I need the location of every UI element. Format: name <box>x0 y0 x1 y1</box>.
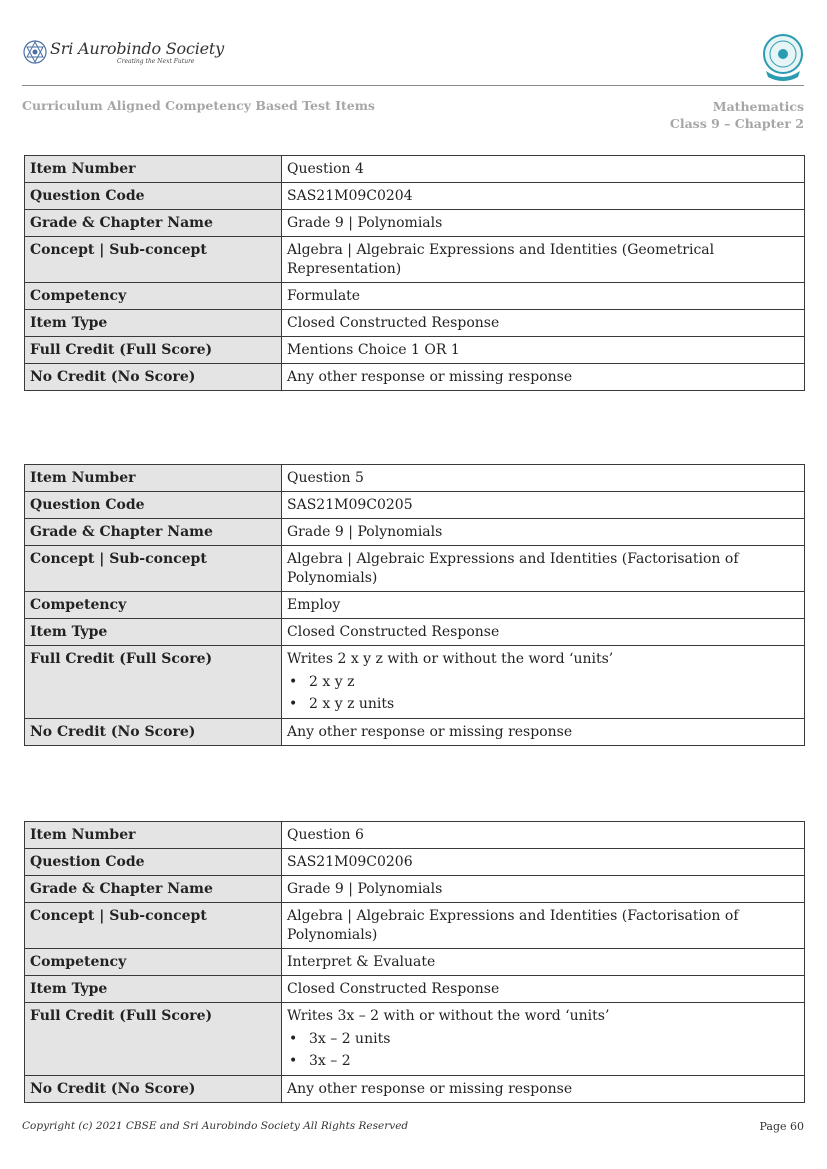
table-row <box>25 1076 805 1103</box>
table-row <box>25 283 805 310</box>
row-value: Question 6 <box>282 822 805 849</box>
accepted-answers-list <box>287 1028 800 1072</box>
row-value: SAS21M09C0205 <box>282 492 805 519</box>
row-label: Concept | Sub-concept <box>25 546 282 592</box>
table-row <box>25 876 805 903</box>
table-row <box>25 976 805 1003</box>
table-row <box>25 849 805 876</box>
table-row <box>25 949 805 976</box>
row-label: Question Code <box>25 849 282 876</box>
copyright-notice: Copyright (c) 2021 CBSE and Sri Aurobindo Society All Rights Reserved <box>22 1120 409 1132</box>
row-label: Concept | Sub-concept <box>25 237 282 283</box>
table-row <box>25 237 805 283</box>
table-row <box>25 364 805 391</box>
row-value: Any other response or missing response <box>282 364 805 391</box>
full-credit-cell <box>282 1003 805 1076</box>
row-value: Question 4 <box>282 156 805 183</box>
list-item: • 3x – 2 <box>287 1050 800 1072</box>
subject-label: Mathematics <box>712 99 804 114</box>
row-label: Full Credit (Full Score) <box>25 646 282 719</box>
row-value: Grade 9 | Polynomials <box>282 876 805 903</box>
row-label: Competency <box>25 283 282 310</box>
item-table-question-5 <box>24 464 805 746</box>
row-label: Item Number <box>25 156 282 183</box>
row-value: Any other response or missing response <box>282 719 805 746</box>
row-value: SAS21M09C0206 <box>282 849 805 876</box>
row-label: Competency <box>25 949 282 976</box>
table-row <box>25 183 805 210</box>
row-label: Grade & Chapter Name <box>25 876 282 903</box>
table-row <box>25 156 805 183</box>
row-value: Interpret & Evaluate <box>282 949 805 976</box>
row-value: Employ <box>282 592 805 619</box>
table-row <box>25 903 805 949</box>
full-credit-cell <box>282 646 805 719</box>
row-value: Grade 9 | Polynomials <box>282 210 805 237</box>
class-chapter-label: Class 9 – Chapter 2 <box>669 116 804 131</box>
row-value: Grade 9 | Polynomials <box>282 519 805 546</box>
table-row <box>25 310 805 337</box>
row-label: No Credit (No Score) <box>25 364 282 391</box>
list-item: • 3x – 2 units <box>287 1028 800 1050</box>
row-value: Mentions Choice 1 OR 1 <box>282 337 805 364</box>
row-label: Grade & Chapter Name <box>25 519 282 546</box>
row-value: Closed Constructed Response <box>282 310 805 337</box>
list-item: • 2 x y z units <box>287 693 800 715</box>
table-row <box>25 337 805 364</box>
table-row <box>25 592 805 619</box>
document-title: Curriculum Aligned Competency Based Test Items <box>22 98 375 113</box>
table-row <box>25 822 805 849</box>
page-number: Page 60 <box>759 1120 804 1133</box>
table-row <box>25 519 805 546</box>
row-label: Full Credit (Full Score) <box>25 1003 282 1076</box>
subject-class-heading <box>670 98 804 132</box>
logo-wordmark: Sri Aurobindo Society <box>50 39 224 58</box>
row-value: Algebra | Algebraic Expressions and Identities (Factorisation of Polynomials) <box>282 546 805 592</box>
row-label: Full Credit (Full Score) <box>25 337 282 364</box>
row-value: SAS21M09C0204 <box>282 183 805 210</box>
row-value: Algebra | Algebraic Expressions and Identities (Geometrical Representation) <box>282 237 805 283</box>
row-value: Question 5 <box>282 465 805 492</box>
header-divider <box>22 85 804 86</box>
row-label: Question Code <box>25 183 282 210</box>
item-table-question-4 <box>24 155 805 391</box>
item-table-question-6 <box>24 821 805 1103</box>
row-label: Item Number <box>25 465 282 492</box>
row-label: No Credit (No Score) <box>25 1076 282 1103</box>
row-label: Grade & Chapter Name <box>25 210 282 237</box>
table-row <box>25 465 805 492</box>
table-row <box>25 619 805 646</box>
row-value: Formulate <box>282 283 805 310</box>
accepted-answers-list <box>287 671 800 715</box>
row-label: Item Type <box>25 310 282 337</box>
table-row <box>25 1003 805 1076</box>
cbse-seal-icon <box>760 33 806 81</box>
row-value: Algebra | Algebraic Expressions and Identities (Factorisation of Polynomials) <box>282 903 805 949</box>
row-label: Concept | Sub-concept <box>25 903 282 949</box>
row-label: Item Number <box>25 822 282 849</box>
row-label: No Credit (No Score) <box>25 719 282 746</box>
table-row <box>25 492 805 519</box>
logo-tagline: Creating the Next Future <box>117 58 195 65</box>
row-label: Competency <box>25 592 282 619</box>
row-value: Any other response or missing response <box>282 1076 805 1103</box>
row-label: Item Type <box>25 619 282 646</box>
table-row <box>25 546 805 592</box>
row-label: Question Code <box>25 492 282 519</box>
table-row <box>25 210 805 237</box>
sri-aurobindo-society-logo <box>22 36 224 70</box>
row-value: Closed Constructed Response <box>282 976 805 1003</box>
full-credit-text: Writes 2 x y z with or without the word ‘units’ <box>287 651 614 667</box>
full-credit-text: Writes 3x – 2 with or without the word ‘units’ <box>287 1008 610 1024</box>
table-row <box>25 719 805 746</box>
table-row <box>25 646 805 719</box>
list-item: • 2 x y z <box>287 671 800 693</box>
lotus-emblem-icon <box>22 39 48 65</box>
row-label: Item Type <box>25 976 282 1003</box>
row-value: Closed Constructed Response <box>282 619 805 646</box>
